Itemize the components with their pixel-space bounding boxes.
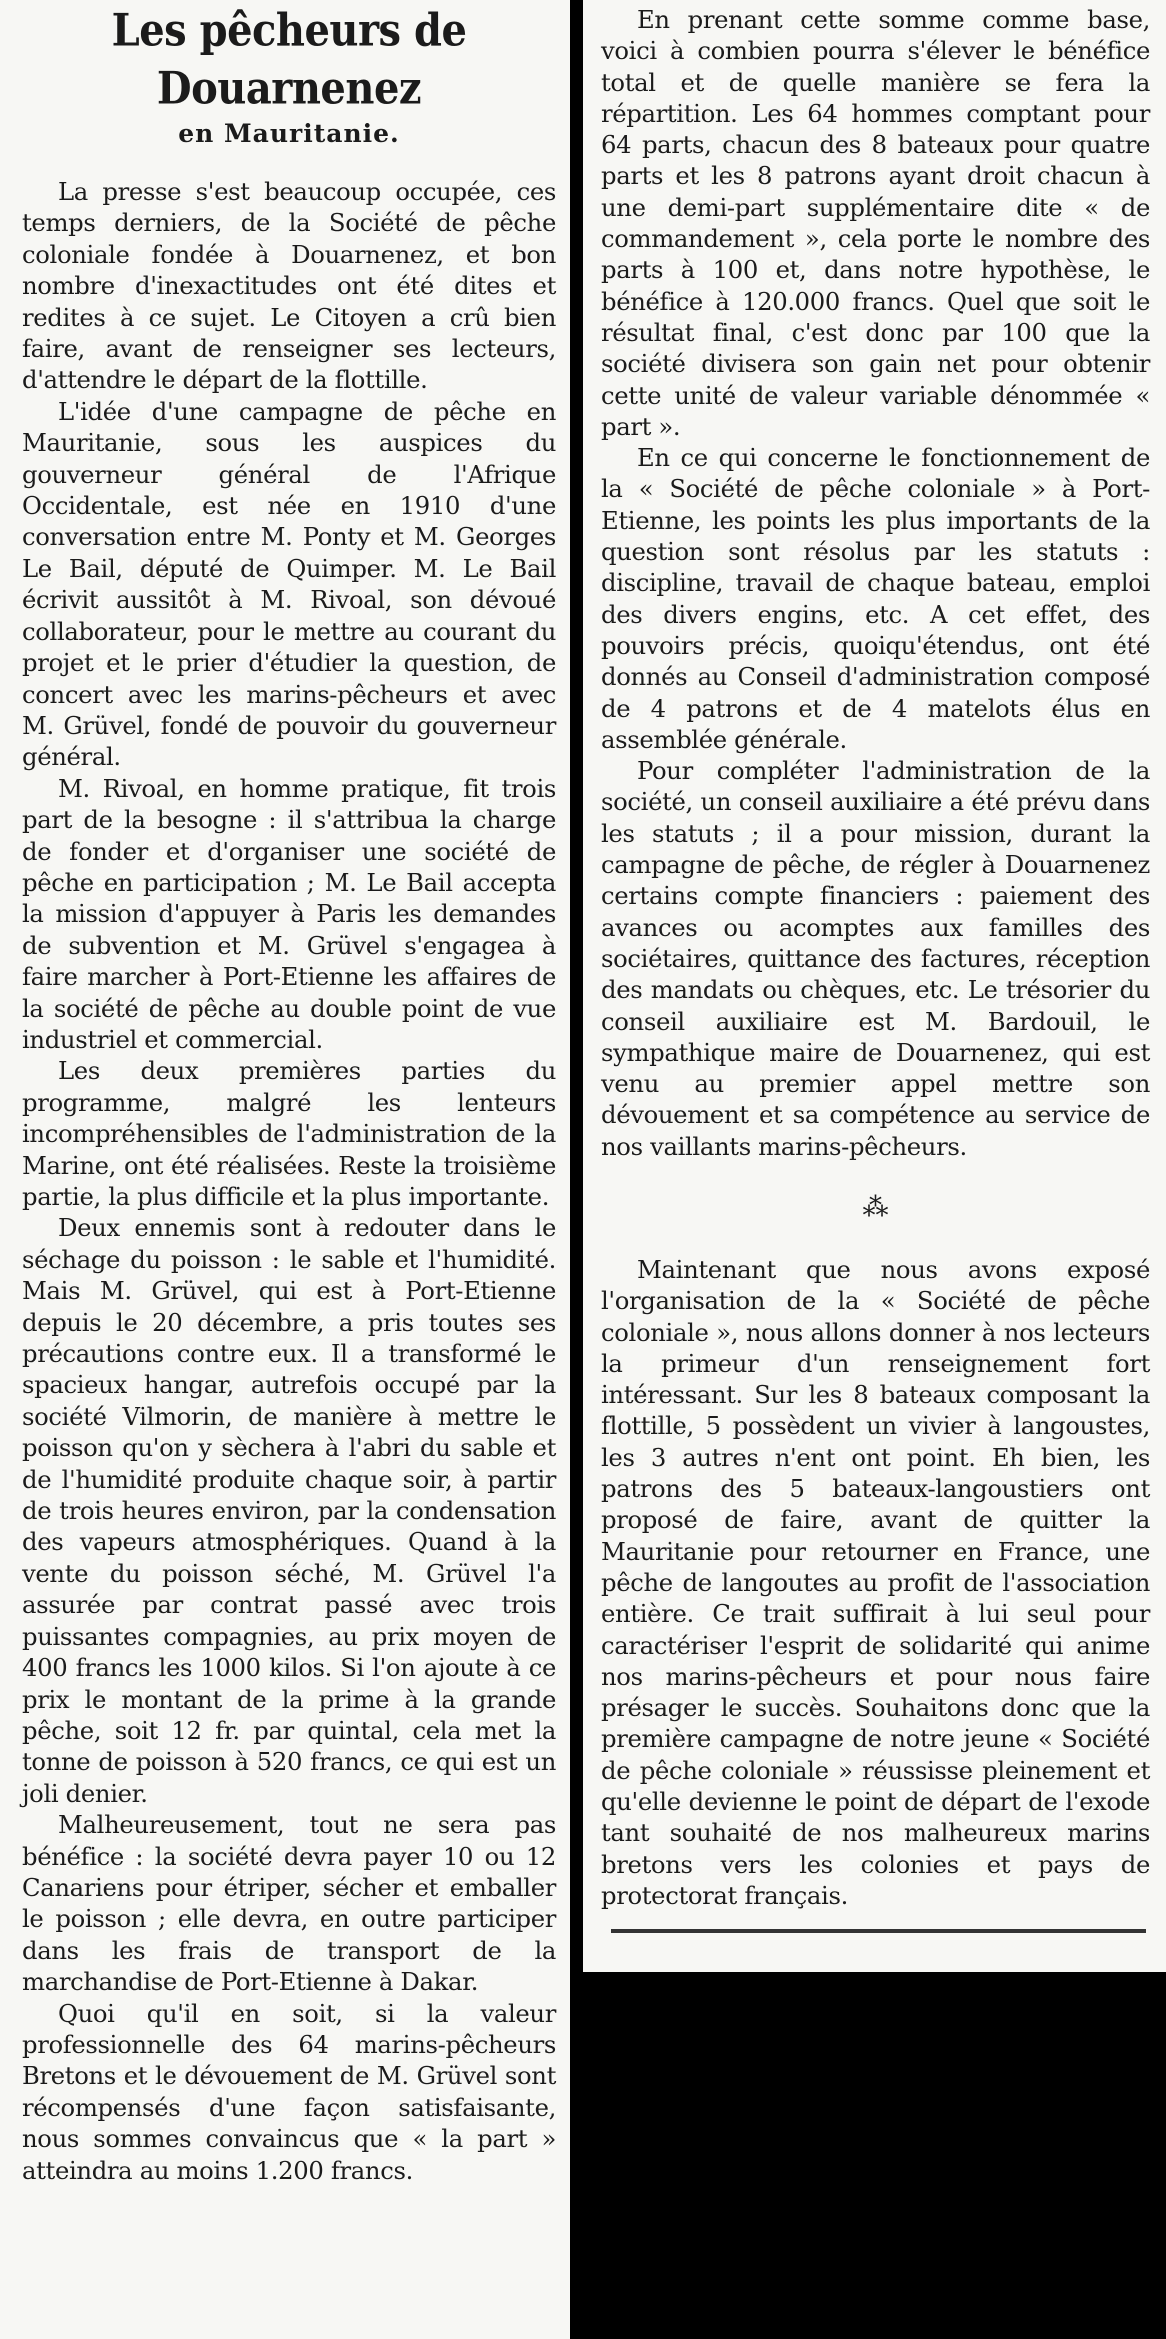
section-ornament: ⁂: [862, 1192, 889, 1223]
right-column: [583, 0, 1166, 1972]
article-title: Les pêcheurs de Douarnenez: [111, 3, 467, 115]
paragraph: Pour compléter l'administration de la société, un conseil auxiliaire a été prévu dans les statuts ; il a pour mission, durant la campagne de pêche, de régler à Douarnenez certains compte financiers : paiement des avances ou acomptes aux familles des sociétaires, quittance des factures, réception des mandats ou chèques, etc. Le trésorier du conseil auxiliaire est M. Bardouil, le sympathique maire de Douarnenez, qui est venu au premier appel mettre son dévouement et sa compétence au service de nos vaillants marins-pêcheurs.: [601, 756, 1150, 1161]
paragraph: M. Rivoal, en homme pratique, fit trois part de la besogne : il s'attribua la charge de fonder et d'organiser une société de pêche en participation ; M. Le Bail accepta la mission d'appuyer à Paris les demandes de subvention et M. Grüvel s'engagea à faire marcher à Port-Etienne les affaires de la société de pêche au double point de vue industriel et commercial.: [22, 773, 556, 1054]
end-rule: [611, 1929, 1146, 1933]
article-subtitle: en Mauritanie.: [178, 119, 400, 148]
paragraph: En prenant cette somme comme base, voici à combien pourra s'élever le bénéfice total et de quelle manière se fera la répartition. Les 64 hommes comptant pour 64 parts, chacun des 8 bateaux pour quatre parts et les 8 patrons ayant droit chacun à une demi-part supplémentaire dite « de commandement », cela porte le nombre des parts à 100 et, dans notre hypothèse, le bénéfice à 120.000 francs. Quel que soit le résultat final, c'est donc par 100 que la société divisera son gain net pour obtenir cette unité de valeur variable dénommée « part ».: [601, 5, 1150, 441]
paragraph: Malheureusement, tout ne sera pas bénéfice : la société devra payer 10 ou 12 Canariens pour étriper, sécher et emballer le poisson ; elle devra, en outre participer dans les frais de transport de la marchandise de Port-Etienne à Dakar.: [22, 1810, 556, 1997]
paragraph: Maintenant que nous avons exposé l'organisation de la « Société de pêche coloniale », nous allons donner à nos lecteurs la primeur d'un renseignement fort intéressant. Sur les 8 bateaux composant la flottille, 5 possèdent un vivier à langoustes, les 3 autres n'ent ont point. Eh bien, les patrons des 5 bateaux-langoustiers ont proposé de faire, avant de quitter la Mauritanie pour retourner en France, une pêche de langoutes au profit de l'association entière. Ce trait suffirait à lui seul pour caractériser l'esprit de solidarité qui anime nos marins-pêcheurs et pour nous faire présager le succès. Souhaitons donc que la première campagne de notre jeune « Société de pêche coloniale » réussisse pleinement et qu'elle devienne le point de départ de l'exode tant souhaité de nos malheureux marins bretons vers les colonies et pays de protectorat français.: [601, 1254, 1150, 1910]
left-column: [0, 0, 570, 2339]
paragraph: Les deux premières parties du programme, malgré les lenteurs incompréhensibles de l'administration de la Marine, ont été réalisées. Reste la troisième partie, la plus difficile et la plus importante.: [22, 1056, 556, 1211]
paragraph: La presse s'est beaucoup occupée, ces temps derniers, de la Société de pêche coloniale fondée à Douarnenez, et bon nombre d'inexactitudes ont été dites et redites à ce sujet. Le Citoyen a crû bien faire, avant de renseigner ses lecteurs, d'attendre le départ de la flottille.: [22, 177, 556, 395]
paragraph: Deux ennemis sont à redouter dans le séchage du poisson : le sable et l'humidité. Mais M. Grüvel, qui est à Port-Etienne depuis le 20 décembre, a pris toutes ses précautions contre eux. Il a transformé le spacieux hangar, autrefois occupé par la société Vilmorin, de manière à mettre le poisson qu'on y sèchera à l'abri du sable et de l'humidité produite chaque soir, à partir de trois heures environ, par la condensation des vapeurs atmosphériques. Quand à la vente du poisson séché, M. Grüvel l'a assurée par contrat passé avec trois puissantes compagnies, au prix moyen de 400 francs les 1000 kilos. Si l'on ajoute à ce prix le montant de la prime à la grande pêche, soit 12 fr. par quintal, cela met la tonne de poisson à 520 francs, ce qui est un joli denier.: [22, 1213, 556, 1808]
paragraph: En ce qui concerne le fonctionnement de la « Société de pêche coloniale » à Port-Etienne, les points les plus importants de la question sont résolus par les statuts : discipline, travail de chaque bateau, emploi des divers engins, etc. A cet effet, des pouvoirs précis, quoiqu'étendus, ont été donnés au Conseil d'administration composé de 4 patrons et de 4 matelots élus en assemblée générale.: [601, 443, 1150, 754]
paragraph: Quoi qu'il en soit, si la valeur professionnelle des 64 marins-pêcheurs Bretons et le dévouement de M. Grüvel sont récompensés d'une façon satisfaisante, nous sommes convaincus que « la part » atteindra au moins 1.200 francs.: [22, 1998, 556, 2185]
paragraph: L'idée d'une campagne de pêche en Mauritanie, sous les auspices du gouverneur général de l'Afrique Occidentale, est née en 1910 d'une conversation entre M. Ponty et M. Georges Le Bail, député de Quimper. M. Le Bail écrivit aussitôt à M. Rivoal, son dévoué collaborateur, pour le mettre au courant du projet et le prier d'étudier la question, de concert avec les marins-pêcheurs et avec M. Grüvel, fondé de pouvoir du gouverneur général.: [22, 396, 556, 772]
